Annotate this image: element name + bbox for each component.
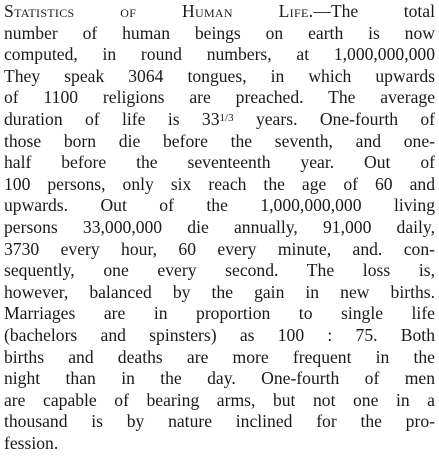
- line-text: years. One-fourth of: [255, 108, 436, 129]
- text-line: number of human beings on earth is now: [4, 22, 435, 43]
- text-line: night than in the day. One-fourth of men: [4, 368, 435, 389]
- text-line: births and deaths are more frequent in the: [4, 346, 435, 367]
- text-line: of 1100 religions are preached. The average: [4, 87, 435, 108]
- text-line: They speak 3064 tongues, in which upwards: [4, 65, 435, 86]
- headline: Statistics of Human Life.: [4, 1, 314, 21]
- text-line: however, balanced by the gain in new births.: [4, 281, 435, 302]
- line-text: duration of life is 33: [4, 108, 220, 129]
- text-line: fession.: [4, 432, 59, 453]
- line-text: —The total: [313, 1, 435, 21]
- text-line: half before the seventeenth year. Out of: [4, 152, 435, 173]
- text-line: computed, in round numbers, at 1,000,000,000: [4, 44, 435, 65]
- text-line: sequently, one every second. The loss is,: [4, 260, 435, 281]
- text-line: (bachelors and spinsters) as 100 : 75. Both: [4, 324, 435, 345]
- text-line: upwards. Out of the 1,000,000,000 living: [4, 195, 435, 216]
- text-line: 3730 every hour, 60 every minute, and. con-: [4, 238, 435, 259]
- text-line: thousand is by nature inclined for the pro-: [4, 411, 435, 432]
- text-line: [4, 109, 435, 131]
- text-line: Marriages are in proportion to single life: [4, 303, 435, 324]
- text-line: those born die before the seventh, and one-: [4, 130, 435, 151]
- text-line: are capable of bearing arms, but not one in a: [4, 389, 435, 410]
- fraction: 1/3: [219, 111, 234, 124]
- text-line: persons 33,000,000 die annually, 91,000 daily,: [4, 216, 435, 237]
- text-line: 100 persons, only six reach the age of 60 and: [4, 173, 435, 194]
- text-line: [4, 1, 435, 23]
